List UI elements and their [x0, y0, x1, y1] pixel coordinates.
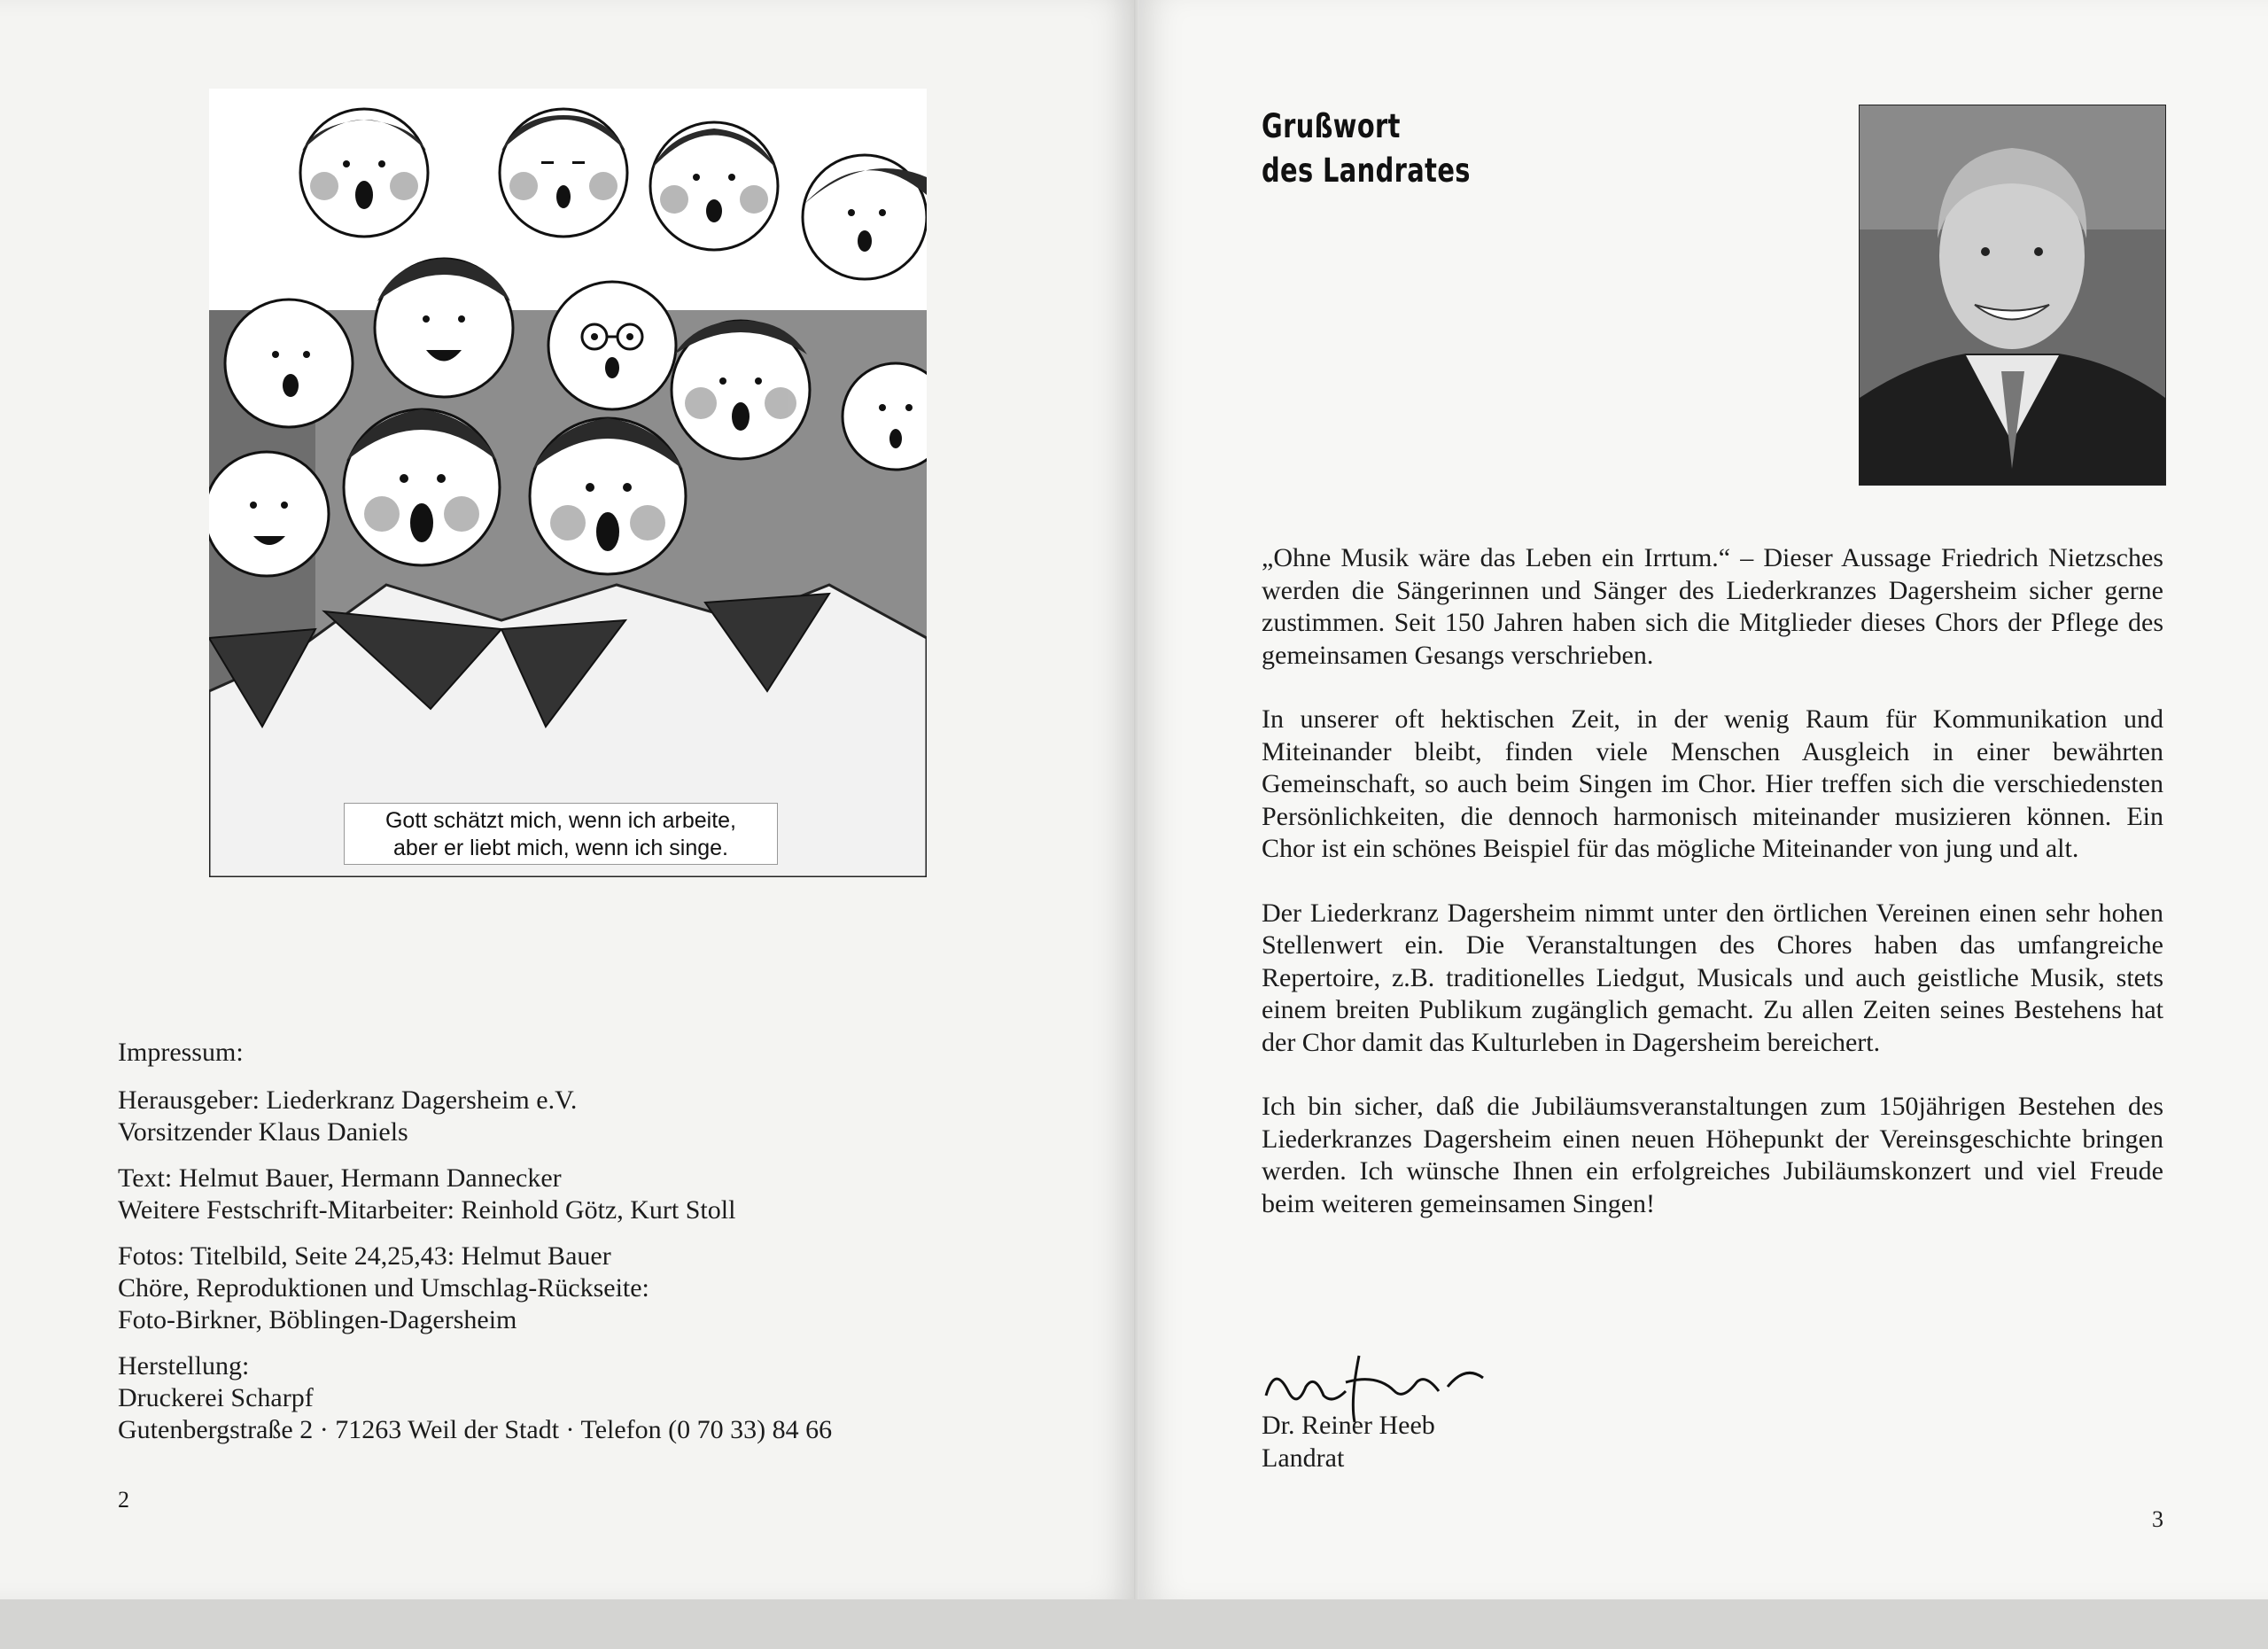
scan-background [0, 1599, 2268, 1649]
page-number-left: 2 [118, 1487, 129, 1513]
text-credit-line: Text: Helmut Bauer, Hermann Dannecker [118, 1163, 562, 1193]
signer-block [1262, 1409, 1435, 1474]
title-line-1: Grußwort [1262, 107, 1401, 145]
publisher-line: Herausgeber: Liederkranz Dagersheim e.V. [118, 1085, 578, 1115]
publisher-block [118, 1085, 1004, 1148]
printer-address: Gutenbergstraße 2 · 71263 Weil der Stadt · Telefon (0 70 33) 84 66 [118, 1415, 833, 1444]
portrait-photo [1859, 105, 2166, 486]
production-heading: Herstellung: [118, 1351, 250, 1381]
choir-illustration [209, 89, 927, 877]
choir-drawing [209, 89, 927, 877]
contributors-line: Weitere Festschrift-Mitarbeiter: Reinhold Götz, Kurt Stoll [118, 1195, 736, 1225]
photo-credit-line-1: Fotos: Titelbild, Seite 24,25,43: Helmut Bauer [118, 1241, 611, 1271]
title-line-2: des Landrates [1262, 152, 1471, 190]
chairman-line: Vorsitzender Klaus Daniels [118, 1117, 408, 1147]
portrait-image [1860, 105, 2165, 485]
printer-name: Druckerei Scharpf [118, 1383, 314, 1412]
photo-credit-line-3: Foto-Birkner, Böblingen-Dagersheim [118, 1305, 517, 1334]
page-number-right: 3 [2152, 1506, 2163, 1532]
paragraph-4: Ich bin sicher, daß die Jubiläumsveranstaltungen zum 150jährigen Bestehen des Liederkranzes Dagersheim einen neuen Höhepunkt der Vereinsgeschichte bringen werden. Ich wünsche Ihnen ein erfolgreiches Jubiläumskonzert und viel Freude beim weiteren gemeinsamen Singen! [1262, 1092, 2163, 1218]
signer-title: Landrat [1262, 1443, 1345, 1473]
paragraph-2: In unserer oft hektischen Zeit, in der wenig Raum für Kommunikation und Miteinander bleibt, finden viele Menschen Ausgleich in einer bewährten Gemeinschaft, so auch beim Singen im Chor. Hier treffen sich die verschiedensten Persönlichkeiten, die dennoch harmonisch miteinander musizieren können. Ein Chor ist ein schönes Beispiel für das mögliche Miteinander von jung und alt. [1262, 704, 2163, 863]
illustration-caption [344, 803, 778, 865]
photo-credit-line-2: Chöre, Reproduktionen und Umschlag-Rückseite: [118, 1273, 649, 1303]
left-page [0, 0, 1136, 1599]
signer-name: Dr. Reiner Heeb [1262, 1411, 1435, 1440]
greeting-body [1262, 542, 2163, 1252]
caption-line-1: Gott schätzt mich, wenn ich arbeite, [384, 808, 736, 833]
photo-credits-block [118, 1241, 1004, 1336]
greeting-title [1262, 105, 1471, 193]
impressum-heading: Impressum: [118, 1038, 244, 1067]
impressum [118, 1037, 1004, 1460]
caption-line-2: aber er liebt mich, wenn ich singe. [393, 836, 728, 860]
paragraph-1: „Ohne Musik wäre das Leben ein Irrtum.“ – Dieser Aussage Friedrich Nietzsches werden die Sängerinnen und Sänger des Liederkranzes Dagersheim sicher gerne zustimmen. Seit 150 Jahren haben sich die Mitglieder dieses Chors der Pflege des gemeinsamen Gesangs verschrieben. [1262, 543, 2163, 670]
text-credits-block [118, 1163, 1004, 1226]
paragraph-3: Der Liederkranz Dagersheim nimmt unter den örtlichen Vereinen einen sehr hohen Stellenwert ein. Die Veranstaltungen des Chores haben das umfangreiche Repertoire, z.B. traditionelles Liedgut, Musicals und auch geistliche Musik, stets einem breiten Publikum zugänglich gemacht. Zu allen Zeiten seines Bestehens hat der Chor damit das Kulturleben in Dagersheim bereichert. [1262, 898, 2163, 1057]
production-block [118, 1350, 1004, 1446]
